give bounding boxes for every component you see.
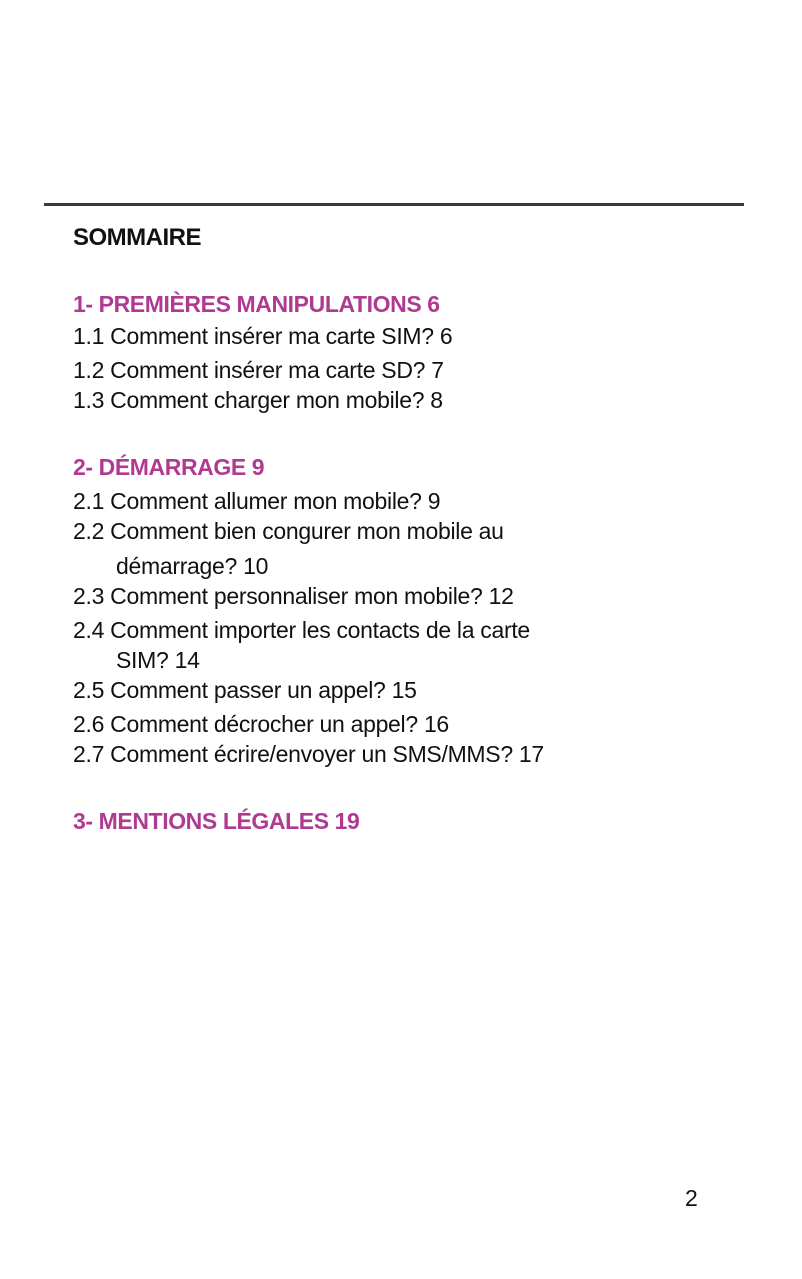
- header-rule: [44, 203, 744, 206]
- toc-entry-2-3[interactable]: 2.3 Comment personnaliser mon mobile? 12: [73, 583, 514, 609]
- toc-entry-2-1[interactable]: 2.1 Comment allumer mon mobile? 9: [73, 488, 441, 514]
- toc-section-1-heading[interactable]: 1- PREMIÈRES MANIPULATIONS 6: [73, 291, 440, 317]
- toc-entry-2-4-continuation[interactable]: SIM? 14: [116, 647, 200, 673]
- toc-entry-2-4[interactable]: 2.4 Comment importer les contacts de la carte: [73, 617, 530, 643]
- toc-section-3-heading[interactable]: 3- MENTIONS LÉGALES 19: [73, 808, 360, 834]
- page-title: SOMMAIRE: [73, 224, 201, 251]
- toc-section-2-heading[interactable]: 2- DÉMARRAGE 9: [73, 454, 265, 480]
- toc-entry-2-6[interactable]: 2.6 Comment décrocher un appel? 16: [73, 711, 449, 737]
- toc-entry-1-3[interactable]: 1.3 Comment charger mon mobile? 8: [73, 387, 443, 413]
- page-number: 2: [685, 1185, 698, 1211]
- toc-entry-2-2-continuation[interactable]: démarrage? 10: [116, 553, 269, 579]
- toc-entry-1-2[interactable]: 1.2 Comment insérer ma carte SD? 7: [73, 357, 444, 383]
- toc-entry-1-1[interactable]: 1.1 Comment insérer ma carte SIM? 6: [73, 323, 453, 349]
- toc-entry-2-7[interactable]: 2.7 Comment écrire/envoyer un SMS/MMS? 17: [73, 741, 544, 767]
- toc-entry-2-5[interactable]: 2.5 Comment passer un appel? 15: [73, 677, 417, 703]
- toc-entry-2-2[interactable]: 2.2 Comment bien congurer mon mobile au: [73, 518, 504, 544]
